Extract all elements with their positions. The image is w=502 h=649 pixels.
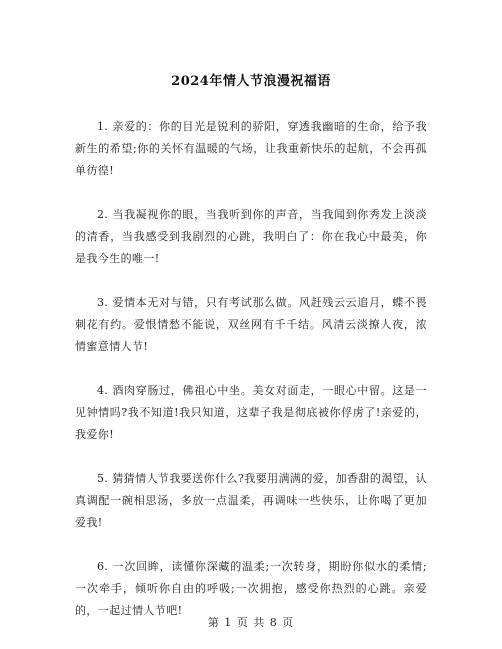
paragraph-1: 1. 亲爱的：你的目光是锐利的骄阳，穿透我幽暗的生命，给予我新生的希望;你的关怀有温暖的气场，让我重新快乐的起航，不会再孤单彷徨! — [75, 120, 427, 177]
paragraph-6: 6. 一次回眸，读懂你深藏的温柔;一次转身，期盼你似水的柔情;一次牵手，倾听你自由的呼吸;一次拥抱，感受你热烈的心跳。亲爱的，一起过情人节吧! — [75, 560, 427, 617]
document-body — [75, 116, 427, 644]
paragraph-4: 4. 酒肉穿肠过，佛祖心中坐。美女对面走，一眼心中留。这是一见钟情吗?我不知道!我只知道，这辈子我是彻底被你俘虏了!亲爱的，我爱你! — [75, 384, 427, 441]
paragraph-3: 3. 爱情本无对与错，只有考试那么做。风赶残云云追月，蝶不畏刺花有约。爱恨情愁不能说，双丝网有千千结。风清云淡撩人夜，浓情蜜意情人节! — [75, 296, 427, 353]
paragraph-2: 2. 当我凝视你的眼，当我听到你的声音，当我闻到你秀发上淡淡的清香，当我感受到我剧烈的心跳，我明白了：你在我心中最美，你是我今生的唯一! — [75, 208, 427, 265]
page-number-footer: 第 1 页 共 8 页 — [207, 616, 295, 629]
paragraph-5: 5. 猜猜情人节我要送你什么?我要用满满的爱，加香甜的渴望，认真调配一碗相思汤，多放一点温柔，再调味一些快乐，让你喝了更加爱我! — [75, 472, 427, 529]
document-title: 2024年情人节浪漫祝福语 — [171, 74, 331, 89]
